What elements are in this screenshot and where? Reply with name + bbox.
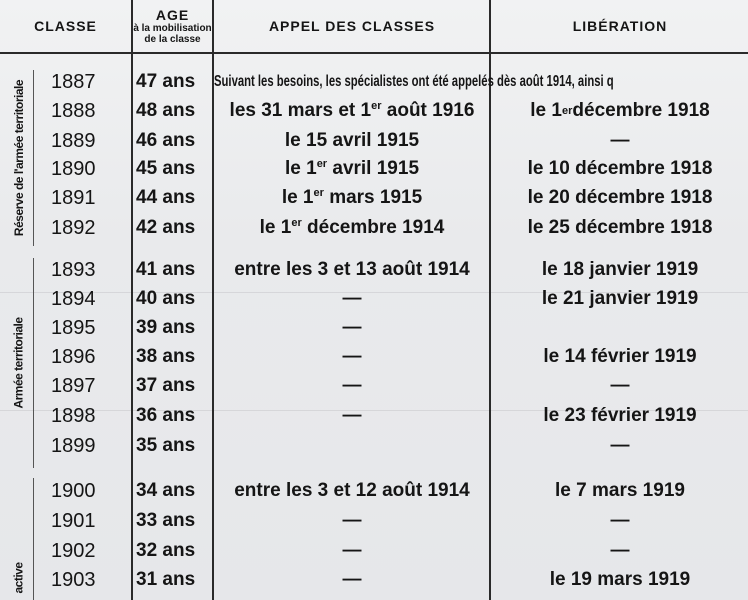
cell-appel-text xyxy=(282,187,422,209)
cell-liberation xyxy=(492,537,748,565)
cell-appel xyxy=(214,155,490,183)
cell-classe: 1903 xyxy=(51,568,96,591)
cell-classe: 1899 xyxy=(51,434,96,457)
cell-lib-tail: décembre 1918 xyxy=(572,100,710,121)
cell-age: 45 ans xyxy=(136,158,196,179)
cell-appel-text xyxy=(285,130,419,152)
cell-appel-tail: mars 1915 xyxy=(323,187,423,208)
cell-appel-tail: août 1916 xyxy=(381,100,475,121)
cell-lib-main: le 1 xyxy=(530,100,562,121)
cell-age: 33 ans xyxy=(136,510,196,531)
cell-liberation xyxy=(492,402,748,430)
header-age-sub1: à la mobilisation xyxy=(133,23,212,34)
cell-lib-main: le 14 février 1919 xyxy=(543,346,697,367)
cell-age: 37 ans xyxy=(136,375,196,396)
cell-age: 40 ans xyxy=(136,288,196,309)
table-row xyxy=(0,372,748,400)
cell-appel-text xyxy=(285,158,419,180)
cell-appel-main: — xyxy=(342,317,362,338)
cell-age: 36 ans xyxy=(136,405,196,426)
cell-appel-main: le 15 avril 1915 xyxy=(284,130,420,151)
table-row xyxy=(0,477,748,505)
cell-classe: 1888 xyxy=(51,99,96,122)
cell-appel xyxy=(214,432,490,460)
cell-appel-sup: er xyxy=(291,217,302,229)
cell-lib-main: — xyxy=(610,510,630,531)
cell-appel xyxy=(214,97,490,125)
cell-age: 39 ans xyxy=(136,317,196,338)
cell-appel xyxy=(214,214,490,242)
cell-classe: 1893 xyxy=(51,258,96,281)
cell-age: 44 ans xyxy=(136,187,196,208)
cell-lib-main: le 19 mars 1919 xyxy=(549,569,691,590)
cell-liberation xyxy=(492,285,748,313)
cell-age: 42 ans xyxy=(136,217,196,238)
cell-age: 47 ans xyxy=(136,71,196,92)
cell-appel xyxy=(214,343,490,371)
cell-appel-text xyxy=(343,510,362,532)
header-age-sub2: de la classe xyxy=(144,34,201,45)
cell-liberation: le 1 er décembre 1918 xyxy=(530,100,710,121)
cell-age: 35 ans xyxy=(136,435,196,456)
cell-appel xyxy=(214,372,490,400)
header-age xyxy=(131,0,214,52)
cell-appel-text xyxy=(343,288,362,310)
cell-appel-text xyxy=(343,540,362,562)
cell-classe: 1892 xyxy=(51,216,96,239)
cell-classe: 1891 xyxy=(51,186,96,209)
cell-appel xyxy=(214,477,490,505)
cell-liberation xyxy=(492,314,748,342)
cell-classe: 1901 xyxy=(51,509,96,532)
cell-lib-main: — xyxy=(610,540,630,561)
header-appel: APPEL DES CLASSES xyxy=(268,18,436,34)
cell-lib-main: le 10 décembre 1918 xyxy=(527,158,713,179)
cell-appel-text xyxy=(234,259,470,281)
table-row xyxy=(0,155,748,183)
group-label-active: active xyxy=(12,561,26,594)
table-row xyxy=(0,214,748,242)
table-row xyxy=(0,68,748,96)
cell-age: 41 ans xyxy=(136,259,196,280)
cell-age: 31 ans xyxy=(136,569,196,590)
group-label-territoriale: Armée territoriale xyxy=(12,316,27,409)
header-classe: CLASSE xyxy=(34,18,97,34)
table-row xyxy=(0,256,748,284)
table-row xyxy=(0,402,748,430)
cell-appel-text xyxy=(343,317,362,339)
cell-liberation xyxy=(492,214,748,242)
cell-classe: 1897 xyxy=(51,374,96,397)
cell-appel-text xyxy=(214,73,690,91)
table-row xyxy=(0,566,748,594)
cell-lib-main: — xyxy=(610,130,630,151)
table-row xyxy=(0,537,748,565)
cell-liberation xyxy=(492,566,748,594)
table-row xyxy=(0,432,748,460)
cell-appel-text xyxy=(343,375,362,397)
cell-age: 38 ans xyxy=(136,346,196,367)
cell-appel-main: le 1 xyxy=(259,217,292,238)
cell-classe: 1894 xyxy=(51,287,96,310)
cell-appel-text xyxy=(230,100,475,122)
cell-appel-main: entre les 3 et 12 août 1914 xyxy=(234,480,470,501)
table-row xyxy=(0,285,748,313)
cell-appel xyxy=(214,314,490,342)
cell-lib-main: le 21 janvier 1919 xyxy=(541,288,699,309)
cell-age: 32 ans xyxy=(136,540,196,561)
cell-appel-main: — xyxy=(342,288,362,309)
cell-appel-main: — xyxy=(342,540,362,561)
cell-lib-main: le 25 décembre 1918 xyxy=(527,217,713,238)
cell-liberation xyxy=(492,507,748,535)
cell-classe: 1890 xyxy=(51,157,96,180)
cell-appel-text xyxy=(343,405,362,427)
cell-appel-main: — xyxy=(342,405,362,426)
cell-classe: 1900 xyxy=(51,479,96,502)
cell-liberation xyxy=(492,477,748,505)
table-row xyxy=(0,343,748,371)
cell-classe: 1898 xyxy=(51,404,96,427)
cell-appel-sup: er xyxy=(371,100,382,112)
cell-appel-main: — xyxy=(342,375,362,396)
cell-appel-tail: décembre 1914 xyxy=(301,217,445,238)
cell-appel xyxy=(214,566,490,594)
cell-lib-main: — xyxy=(610,435,630,456)
cell-liberation xyxy=(492,432,748,460)
header-rule xyxy=(0,52,748,54)
cell-appel-text xyxy=(343,569,362,591)
cell-lib-main: le 23 février 1919 xyxy=(543,405,697,426)
cell-classe: 1895 xyxy=(51,316,96,339)
cell-appel-main: — xyxy=(342,510,362,531)
table-row xyxy=(0,184,748,212)
cell-age: 48 ans xyxy=(136,100,196,121)
cell-lib-main: le 20 décembre 1918 xyxy=(527,187,713,208)
cell-appel-main: — xyxy=(342,346,362,367)
cell-age: 46 ans xyxy=(136,130,196,151)
cell-lib-main: le 18 janvier 1919 xyxy=(541,259,699,280)
cell-appel-main: Suivant les besoins, les spécialistes ont été appelés dès août 1914, ainsi q xyxy=(214,73,614,90)
cell-classe: 1902 xyxy=(51,539,96,562)
header-liberation: LIBÉRATION xyxy=(572,18,668,34)
group-label-reserve: Réserve de l'armée territoriale xyxy=(12,79,26,237)
cell-liberation xyxy=(492,155,748,183)
table-row xyxy=(0,314,748,342)
cell-liberation xyxy=(492,256,748,284)
cell-appel-main: les 31 mars et 1 xyxy=(229,100,372,121)
cell-appel-text xyxy=(260,217,445,239)
cell-appel-sup: er xyxy=(316,158,328,170)
cell-appel xyxy=(214,68,748,96)
cell-age: 34 ans xyxy=(136,480,196,501)
cell-appel-sup: er xyxy=(313,187,324,199)
cell-appel xyxy=(214,507,490,535)
cell-appel-text xyxy=(343,346,362,368)
cell-appel xyxy=(214,285,490,313)
cell-appel xyxy=(214,402,490,430)
cell-appel-text xyxy=(234,480,470,502)
cell-appel-tail: avril 1915 xyxy=(327,158,420,179)
cell-appel-main: le 1 xyxy=(281,187,314,208)
cell-appel xyxy=(214,256,490,284)
cell-appel xyxy=(214,537,490,565)
cell-appel-main: entre les 3 et 13 août 1914 xyxy=(234,259,470,280)
cell-liberation xyxy=(492,127,748,155)
table-row xyxy=(0,127,748,155)
table-row xyxy=(0,507,748,535)
cell-appel-main: le 1 xyxy=(284,158,317,179)
cell-classe: 1889 xyxy=(51,129,96,152)
cell-lib-main: — xyxy=(610,375,630,396)
cell-liberation xyxy=(492,372,748,400)
table-row xyxy=(0,97,748,125)
cell-appel xyxy=(214,127,490,155)
cell-classe: 1896 xyxy=(51,345,96,368)
cell-appel-main: — xyxy=(342,569,362,590)
cell-classe: 1887 xyxy=(51,70,96,93)
cell-lib-main: le 7 mars 1919 xyxy=(555,480,685,501)
cell-liberation xyxy=(492,343,748,371)
cell-appel xyxy=(214,184,490,212)
header-age-title: AGE xyxy=(155,7,190,23)
cell-liberation xyxy=(492,184,748,212)
